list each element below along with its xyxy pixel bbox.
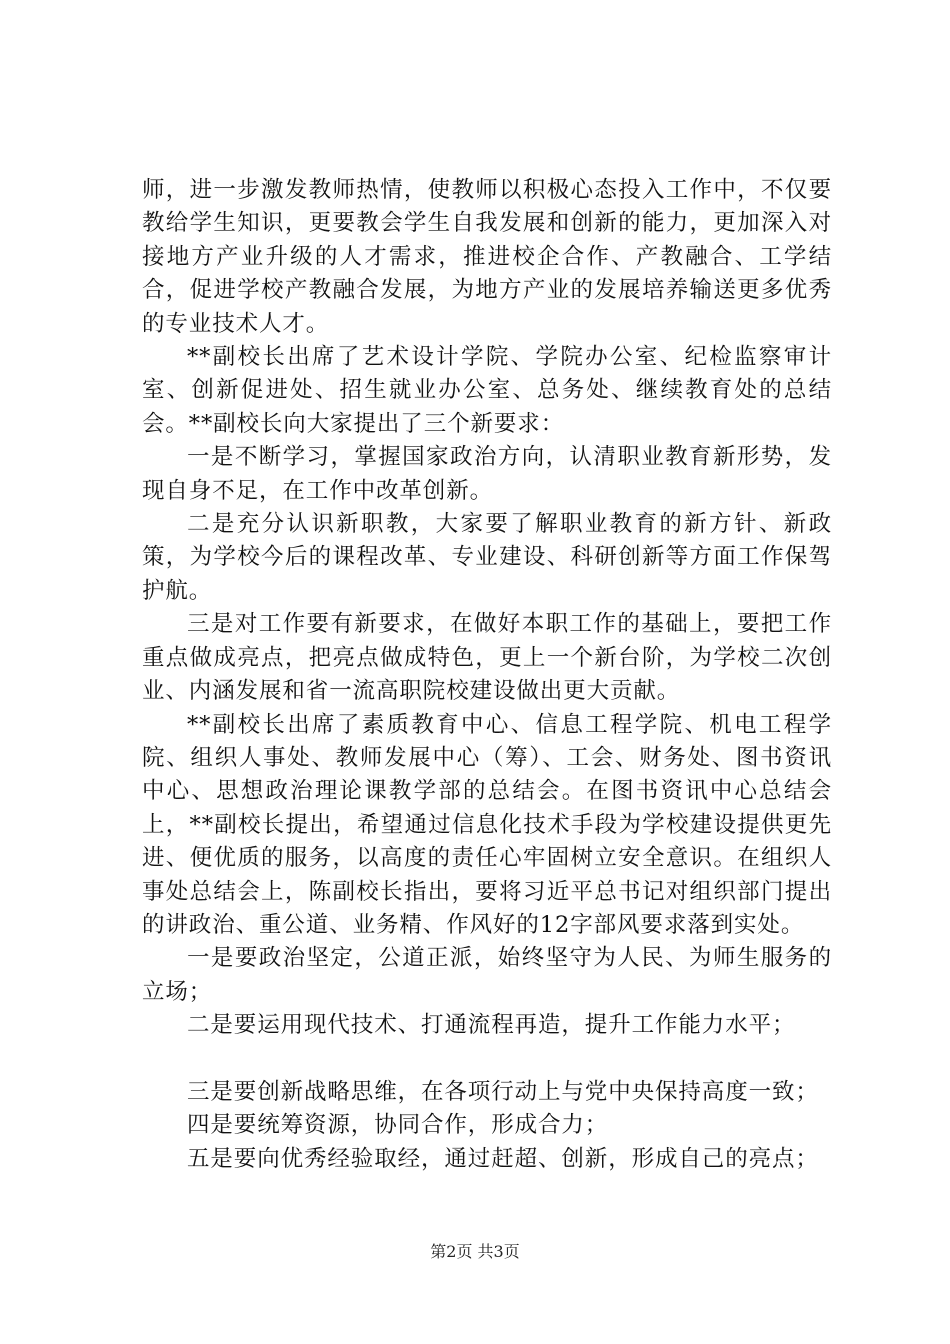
paragraph-8: 二是要运用现代技术、打通流程再造，提升工作能力水平； [187, 1012, 796, 1039]
page-footer [0, 1242, 950, 1262]
paragraph-2: **副校长出席了艺术设计学院、学院办公室、纪检监察审计室、创新促进处、招生就业办公室、总务处、继续教育处的总结会。**副校长向大家提出了三个新要求： [142, 344, 832, 437]
paragraph-9: 三是要创新战略思维，在各项行动上与党中央保持高度一致； [187, 1078, 819, 1105]
paragraph-11: 五是要向优秀经验取经，通过赶超、创新，形成自己的亮点； [187, 1145, 819, 1172]
paragraph-4: 二是充分认识新职教，大家要了解职业教育的新方针、新政策，为学校今后的课程改革、专业建设、科研创新等方面工作保驾护航。 [142, 511, 832, 604]
paragraph-7: 一是要政治坚定，公道正派，始终坚守为人民、为师生服务的立场； [142, 945, 832, 1005]
paragraph-1: 师，进一步激发教师热情，使教师以积极心态投入工作中，不仅要教给学生知识，更要教会学生自我发展和创新的能力，更加深入对接地方产业升级的人才需求，推进校企合作、产教融合、工学结合，促进学校产教融合发展，为地方产业的发展培养输送更多优秀的专业技术人才。 [142, 177, 832, 337]
paragraph-10: 四是要统筹资源，协同合作，形成合力； [187, 1112, 609, 1139]
document-body [142, 174, 832, 1176]
paragraph-3: 一是不断学习，掌握国家政治方向，认清职业教育新形势，发现自身不足，在工作中改革创新。 [142, 444, 832, 504]
page-number-label: 第2页 共3页 [430, 1242, 520, 1261]
paragraph-6: **副校长出席了素质教育中心、信息工程学院、机电工程学院、组织人事处、教师发展中心（筹）、工会、财务处、图书资讯中心、思想政治理论课教学部的总结会。在图书资讯中心总结会上，**副校长提出，希望通过信息化技术手段为学校建设提供更先进、便优质的服务，以高度的责任心牢固树立安全意识。在组织人事处总结会上，陈副校长指出，要将习近平总书记对组织部门提出的讲政治、重公道、业务精、作风好的12字部风要求落到实处。 [142, 711, 832, 938]
paragraph-5: 三是对工作要有新要求，在做好本职工作的基础上，要把工作重点做成亮点，把亮点做成特色，更上一个新台阶，为学校二次创业、内涵发展和省一流高职院校建设做出更大贡献。 [142, 611, 832, 705]
